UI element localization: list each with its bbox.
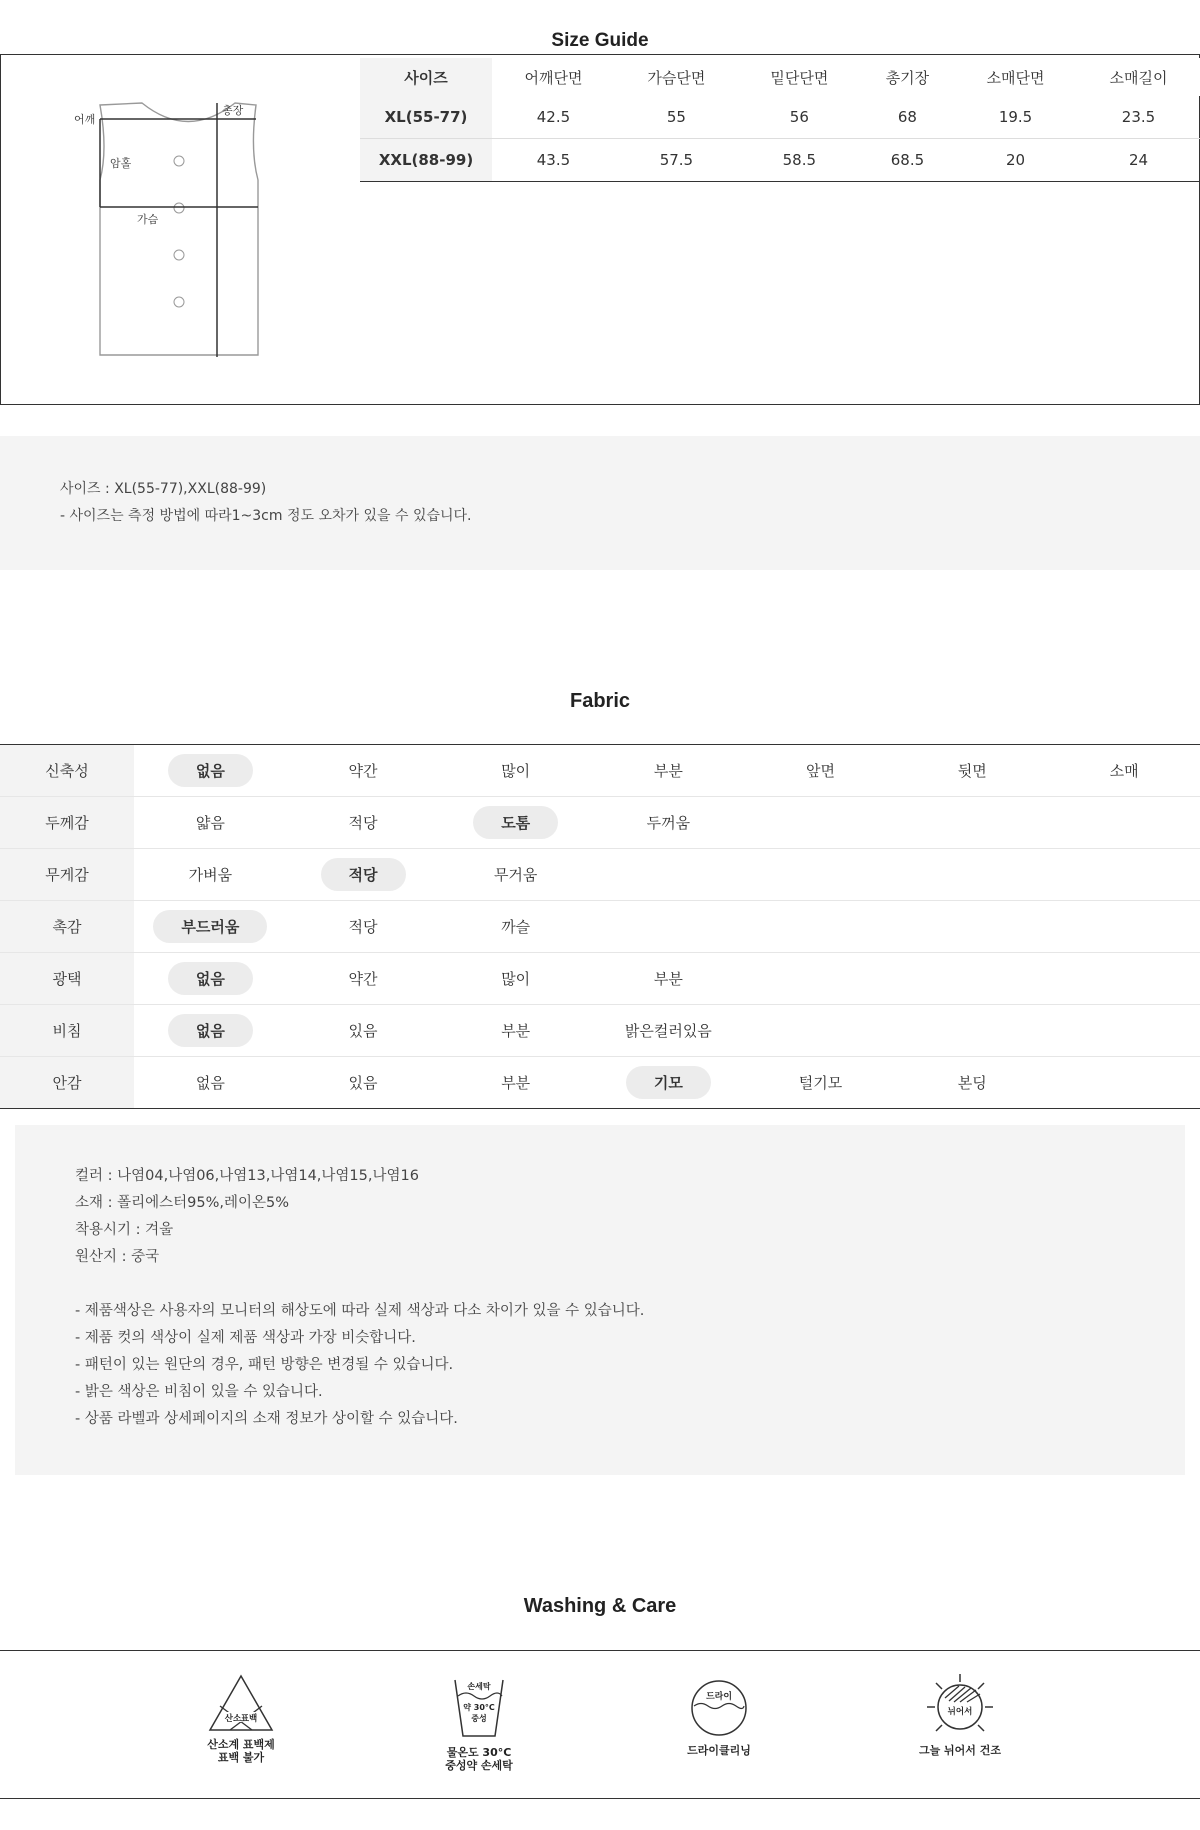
fabric-option-selected: 없음 bbox=[168, 754, 253, 787]
fabric-option-label: 부분 bbox=[653, 762, 683, 780]
fabric-row bbox=[0, 1057, 1200, 1109]
size-cell: 56 bbox=[738, 96, 861, 139]
fabric-option-label: 가벼움 bbox=[188, 866, 233, 884]
fabric-option bbox=[134, 745, 287, 797]
fabric-option-label: 많이 bbox=[501, 970, 531, 988]
size-header-cell: 총기장 bbox=[861, 58, 954, 96]
size-cell: 42.5 bbox=[492, 96, 615, 139]
fabric-option-label: 뒷면 bbox=[957, 762, 987, 780]
fabric-option bbox=[439, 1057, 592, 1109]
dry-clean-icon bbox=[687, 1676, 751, 1740]
size-cell: XL(55-77) bbox=[360, 96, 492, 139]
fabric-option-label: 없음 bbox=[195, 1074, 225, 1092]
fabric-option bbox=[1048, 849, 1200, 901]
fabric-option bbox=[592, 1005, 745, 1057]
fabric-row-label: 무게감 bbox=[0, 849, 134, 901]
fabric-option-label: 부분 bbox=[653, 970, 683, 988]
fabric-option bbox=[896, 1005, 1048, 1057]
fabric-note-line: - 밝은 색상은 비침이 있을 수 있습니다. bbox=[75, 1384, 323, 1400]
care-item-no-bleach: 산소 표백 산소계 표백제 표백 불가 bbox=[161, 1672, 321, 1764]
care-item-shade-dry: 뉘어서 그늘 뉘어서 건조 bbox=[880, 1670, 1040, 1757]
fabric-option bbox=[896, 849, 1048, 901]
fabric-option bbox=[439, 745, 592, 797]
size-note-line: - 사이즈는 측정 방법에 따라1~3cm 정도 오차가 있을 수 있습니다. bbox=[60, 508, 472, 524]
fabric-option-label: 밝은컬러있음 bbox=[624, 1022, 712, 1040]
fabric-option bbox=[134, 901, 287, 953]
fabric-option bbox=[287, 849, 440, 901]
fabric-row-label: 광택 bbox=[0, 953, 134, 1005]
fabric-option-label: 많이 bbox=[501, 762, 531, 780]
fabric-table bbox=[0, 744, 1200, 1109]
size-cell: 43.5 bbox=[492, 139, 615, 182]
fabric-option-label: 소매 bbox=[1109, 762, 1139, 780]
care-item-dry-clean: 드라이 드라이클리닝 bbox=[639, 1676, 799, 1757]
fabric-option-selected: 없음 bbox=[168, 962, 253, 995]
size-cell: 23.5 bbox=[1077, 96, 1200, 139]
fabric-option-selected: 없음 bbox=[168, 1014, 253, 1047]
care-item-hand-wash: 손세탁 약 30°C 중성 물온도 30°C 중성약 손세탁 bbox=[399, 1676, 559, 1772]
fabric-row-label: 비침 bbox=[0, 1005, 134, 1057]
fabric-option-label: 있음 bbox=[348, 1022, 378, 1040]
fabric-option bbox=[1048, 901, 1200, 953]
fabric-note-line: 컬러 : 나염04,나염06,나염13,나염14,나염15,나염16 bbox=[75, 1168, 419, 1184]
size-cell: 57.5 bbox=[615, 139, 738, 182]
fabric-option bbox=[896, 797, 1048, 849]
fabric-option-label: 두꺼움 bbox=[646, 814, 691, 832]
svg-text:손세탁: 손세탁 bbox=[467, 1682, 491, 1691]
fabric-option-label: 까슬 bbox=[501, 918, 531, 936]
fabric-row bbox=[0, 745, 1200, 797]
fabric-option bbox=[439, 901, 592, 953]
size-table-row bbox=[360, 139, 1200, 182]
size-table-header bbox=[360, 58, 1200, 96]
fabric-option bbox=[287, 953, 440, 1005]
size-cell: 68 bbox=[861, 96, 954, 139]
size-note-line: 사이즈 : XL(55-77),XXL(88-99) bbox=[60, 481, 267, 497]
fabric-note-line: - 상품 라벨과 상세페이지의 소재 정보가 상이할 수 있습니다. bbox=[75, 1411, 458, 1427]
fabric-option bbox=[1048, 1057, 1200, 1109]
size-guide-title: Size Guide bbox=[551, 30, 649, 51]
diagram-label-shoulder: 어깨 bbox=[74, 113, 96, 126]
fabric-option bbox=[134, 1005, 287, 1057]
fabric-option-label: 적당 bbox=[348, 814, 378, 832]
svg-text:표백: 표백 bbox=[240, 1714, 258, 1724]
fabric-row bbox=[0, 901, 1200, 953]
svg-text:산소: 산소 bbox=[224, 1714, 242, 1724]
fabric-option-selected: 도톰 bbox=[473, 806, 558, 839]
fabric-option bbox=[745, 1005, 897, 1057]
fabric-option bbox=[592, 797, 745, 849]
fabric-title: Fabric bbox=[569, 690, 631, 712]
fabric-row bbox=[0, 953, 1200, 1005]
fabric-option bbox=[439, 797, 592, 849]
size-cell: 24 bbox=[1077, 139, 1200, 182]
fabric-option-label: 부분 bbox=[501, 1022, 531, 1040]
fabric-option bbox=[134, 1057, 287, 1109]
fabric-note-line: 소재 : 폴리에스터95%,레이온5% bbox=[75, 1195, 290, 1211]
svg-text:중성: 중성 bbox=[471, 1714, 487, 1723]
fabric-note-line: 착용시기 : 겨울 bbox=[75, 1222, 174, 1238]
fabric-option-label: 부분 bbox=[501, 1074, 531, 1092]
fabric-note-line: - 패턴이 있는 원단의 경우, 패턴 방향은 변경될 수 있습니다. bbox=[75, 1357, 454, 1373]
fabric-row-label: 안감 bbox=[0, 1057, 134, 1109]
fabric-option bbox=[592, 901, 745, 953]
fabric-option bbox=[592, 745, 745, 797]
size-header-cell: 가슴단면 bbox=[615, 58, 738, 96]
size-cell: XXL(88-99) bbox=[360, 139, 492, 182]
fabric-option bbox=[134, 797, 287, 849]
fabric-row-label: 두께감 bbox=[0, 797, 134, 849]
fabric-row bbox=[0, 797, 1200, 849]
fabric-note-line: - 제품색상은 사용자의 모니터의 해상도에 따라 실제 색상과 다소 차이가 있을 수 있습니다. bbox=[75, 1303, 645, 1319]
svg-text:약 30°C: 약 30°C bbox=[463, 1703, 495, 1712]
vest-diagram bbox=[60, 95, 280, 365]
fabric-option-label: 약간 bbox=[348, 762, 378, 780]
size-cell: 68.5 bbox=[861, 139, 954, 182]
no-bleach-icon bbox=[206, 1672, 276, 1734]
size-table bbox=[360, 58, 1200, 182]
fabric-option bbox=[1048, 953, 1200, 1005]
fabric-option-selected: 기모 bbox=[626, 1066, 711, 1099]
diagram-label-chest: 가슴 bbox=[137, 213, 159, 226]
fabric-option-label: 적당 bbox=[348, 918, 378, 936]
fabric-row bbox=[0, 1005, 1200, 1057]
fabric-option bbox=[287, 745, 440, 797]
diagram-label-armhole: 암홀 bbox=[110, 157, 132, 170]
fabric-note-line: - 제품 컷의 색상이 실제 제품 색상과 가장 비슷합니다. bbox=[75, 1330, 416, 1346]
fabric-option bbox=[1048, 1005, 1200, 1057]
hand-wash-icon bbox=[449, 1676, 509, 1742]
size-header-cell: 어깨단면 bbox=[492, 58, 615, 96]
fabric-option bbox=[745, 745, 897, 797]
size-header-cell: 소매길이 bbox=[1077, 58, 1200, 96]
fabric-option bbox=[592, 1057, 745, 1109]
fabric-option-label: 있음 bbox=[348, 1074, 378, 1092]
fabric-option bbox=[896, 745, 1048, 797]
fabric-option-label: 얇음 bbox=[195, 814, 225, 832]
fabric-option bbox=[592, 849, 745, 901]
fabric-option bbox=[1048, 745, 1200, 797]
fabric-option bbox=[439, 953, 592, 1005]
fabric-option-selected: 적당 bbox=[321, 858, 406, 891]
fabric-row bbox=[0, 849, 1200, 901]
fabric-option bbox=[745, 849, 897, 901]
fabric-row-label: 신축성 bbox=[0, 745, 134, 797]
fabric-option bbox=[439, 1005, 592, 1057]
fabric-option bbox=[592, 953, 745, 1005]
size-cell: 20 bbox=[954, 139, 1077, 182]
size-table-row bbox=[360, 96, 1200, 139]
svg-text:드라이: 드라이 bbox=[705, 1692, 733, 1702]
fabric-option-label: 본딩 bbox=[957, 1074, 987, 1092]
fabric-option bbox=[439, 849, 592, 901]
fabric-note-line: 원산지 : 중국 bbox=[75, 1249, 160, 1265]
fabric-option bbox=[745, 901, 897, 953]
fabric-note bbox=[15, 1125, 1185, 1475]
fabric-option bbox=[287, 797, 440, 849]
fabric-option bbox=[287, 1005, 440, 1057]
fabric-option bbox=[896, 953, 1048, 1005]
shade-dry-icon bbox=[925, 1670, 995, 1740]
fabric-option bbox=[134, 953, 287, 1005]
fabric-option bbox=[745, 1057, 897, 1109]
size-note bbox=[0, 436, 1200, 570]
fabric-option bbox=[896, 901, 1048, 953]
fabric-option-label: 약간 bbox=[348, 970, 378, 988]
washing-title: Washing & Care bbox=[523, 1595, 677, 1617]
fabric-option bbox=[287, 1057, 440, 1109]
fabric-option-label: 무거움 bbox=[493, 866, 538, 884]
fabric-option bbox=[896, 1057, 1048, 1109]
size-cell: 55 bbox=[615, 96, 738, 139]
size-header-cell: 소매단면 bbox=[954, 58, 1077, 96]
fabric-option bbox=[745, 797, 897, 849]
fabric-option bbox=[1048, 797, 1200, 849]
size-cell: 19.5 bbox=[954, 96, 1077, 139]
fabric-option-selected: 부드러움 bbox=[153, 910, 267, 943]
size-header-cell: 사이즈 bbox=[360, 58, 492, 96]
diagram-label-length: 총장 bbox=[222, 104, 244, 117]
fabric-note-line bbox=[75, 1271, 1185, 1298]
size-header-cell: 밑단단면 bbox=[738, 58, 861, 96]
fabric-option bbox=[287, 901, 440, 953]
fabric-option bbox=[134, 849, 287, 901]
size-cell: 58.5 bbox=[738, 139, 861, 182]
fabric-option bbox=[745, 953, 897, 1005]
fabric-option-label: 털기모 bbox=[798, 1074, 843, 1092]
fabric-option-label: 앞면 bbox=[806, 762, 836, 780]
fabric-row-label: 촉감 bbox=[0, 901, 134, 953]
svg-text:뉘어서: 뉘어서 bbox=[947, 1707, 973, 1717]
